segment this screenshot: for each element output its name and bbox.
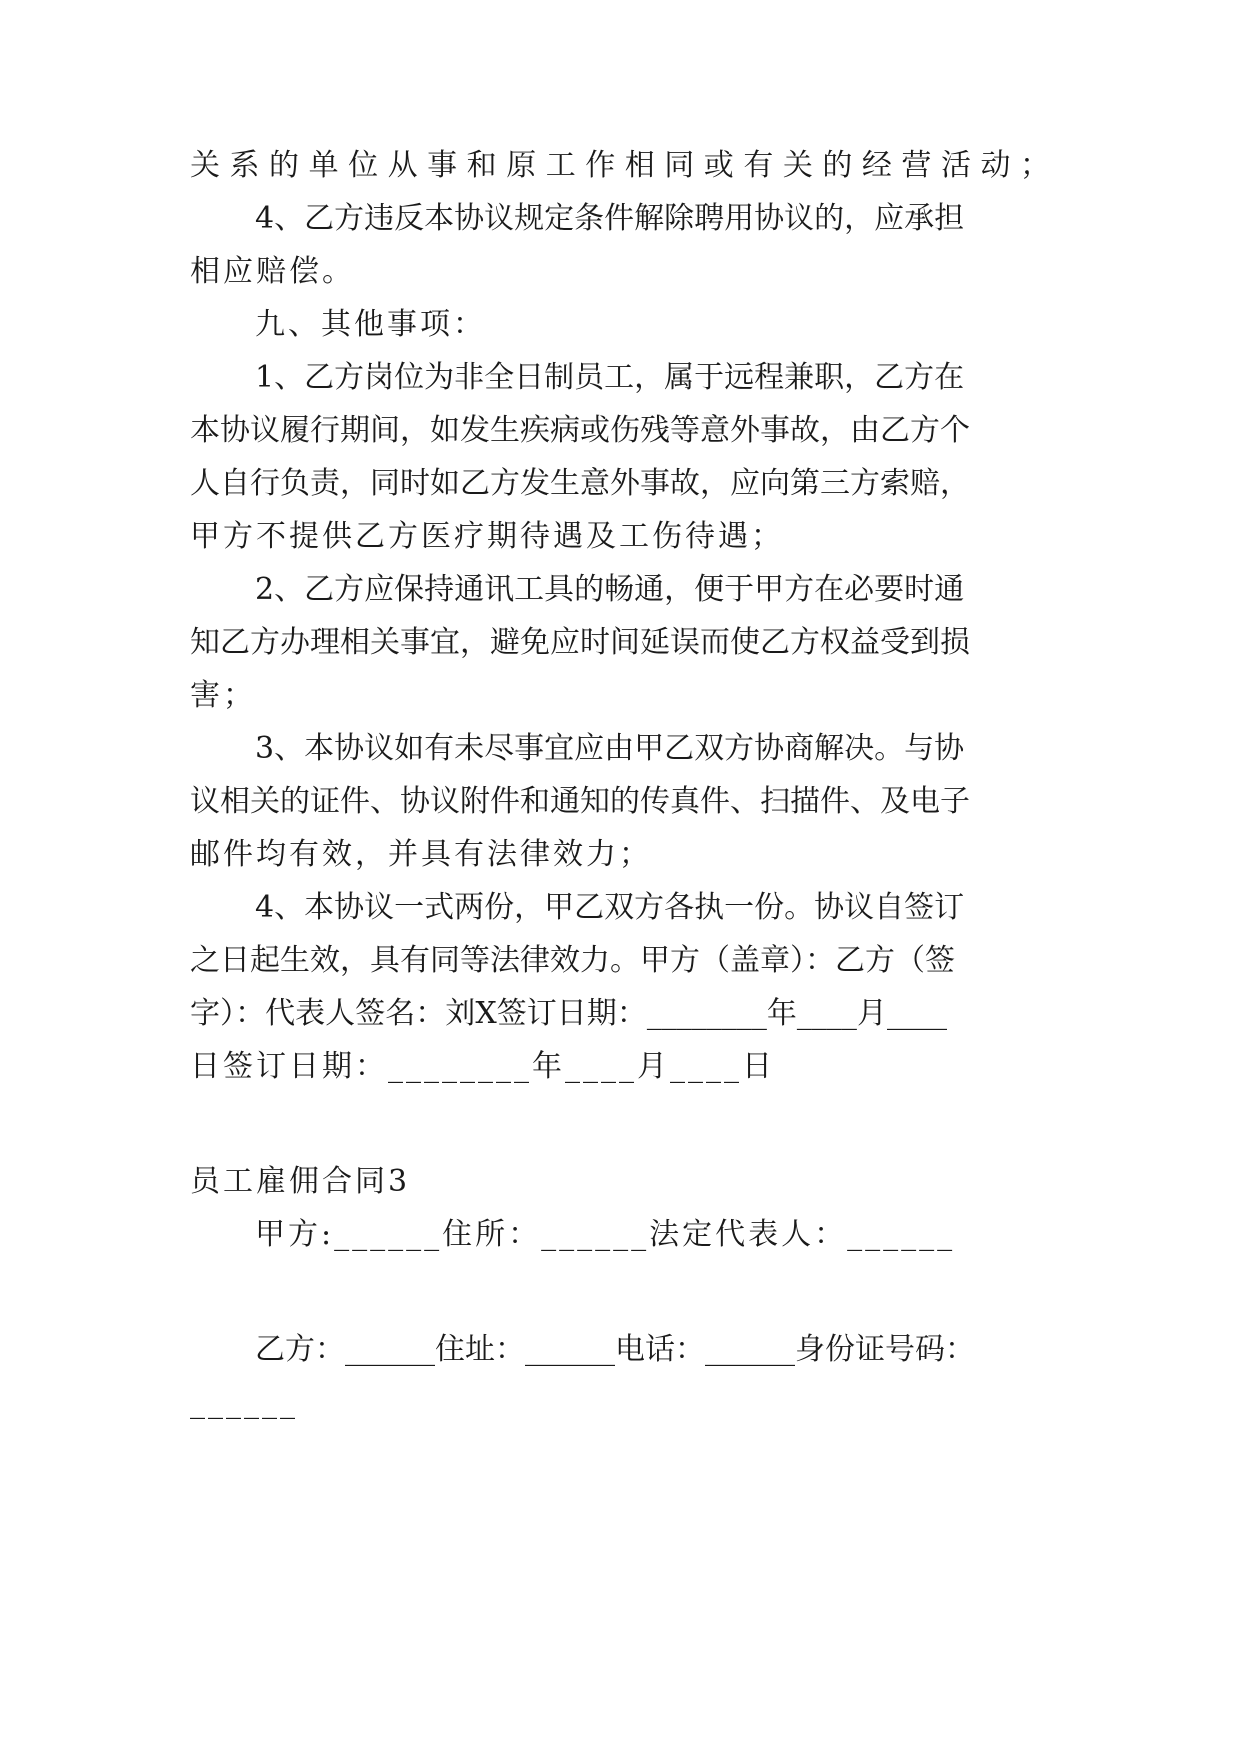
text-line: 人自行负责，同时如乙方发生意外事故，应向第三方索赔， — [190, 466, 970, 501]
id-number-blank: ______ — [190, 1385, 298, 1420]
text-line: 之日起生效，具有同等法律效力。甲方（盖章）：乙方（签 — [190, 943, 955, 978]
party-a-line: 甲方:______住所：______法定代表人：______ — [255, 1217, 956, 1252]
section-heading: 九、其他事项： — [255, 307, 486, 342]
text-line: 邮件均有效，并具有法律效力； — [190, 837, 652, 872]
party-b-line: 乙方：______住址：______电话：______身份证号码： — [255, 1332, 975, 1367]
text-line: 甲方不提供乙方医疗期待遇及工伤待遇； — [190, 519, 784, 554]
text-line: 知乙方办理相关事宜，避免应时间延误而使乙方权益受到损 — [190, 625, 970, 660]
text-line: 害； — [190, 678, 256, 713]
text-line: 3、本协议如有未尽事宜应由甲乙双方协商解决。与协 — [255, 731, 965, 766]
text-line: 4、本协议一式两份，甲乙双方各执一份。协议自签订 — [255, 890, 965, 925]
text-line: 4、乙方违反本协议规定条件解除聘用协议的，应承担 — [255, 201, 965, 236]
text-line: 相应赔偿。 — [190, 254, 355, 289]
document-title: 员工雇佣合同3 — [190, 1164, 411, 1199]
text-line: 本协议履行期间，如发生疾病或伤残等意外事故，由乙方个 — [190, 413, 970, 448]
text-line: 2、乙方应保持通讯工具的畅通，便于甲方在必要时通 — [255, 572, 965, 607]
text-line: 1、乙方岗位为非全日制员工，属于远程兼职，乙方在 — [255, 360, 965, 395]
text-line: 字）：代表人签名：刘X签订日期：________年____月____ — [190, 996, 947, 1031]
text-line: 关系的单位从事和原工作相同或有关的经营活动； — [190, 148, 1050, 183]
text-line: 议相关的证件、协议附件和通知的传真件、扫描件、及电子 — [190, 784, 970, 819]
text-line: 日签订日期：________年____月____日 — [190, 1049, 775, 1084]
